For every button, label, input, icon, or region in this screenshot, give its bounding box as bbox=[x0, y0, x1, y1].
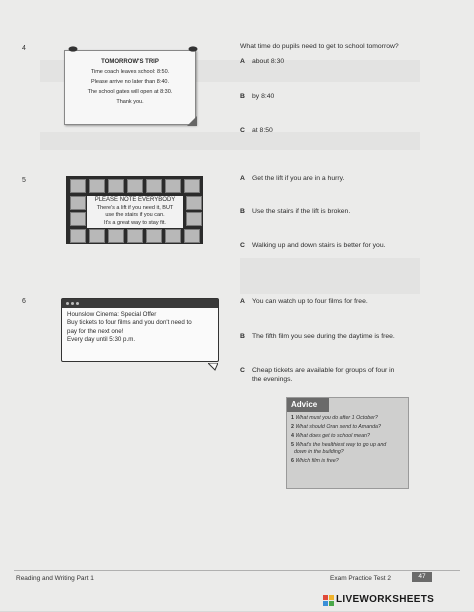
trip-notice-line: Thank you. bbox=[116, 99, 144, 105]
question-5-option-c[interactable]: C Walking up and down stairs is better for you. bbox=[240, 242, 386, 249]
page-curl-icon bbox=[187, 116, 197, 126]
sign-decoration-square bbox=[127, 179, 143, 193]
advice-item: 1 What must you do after 1 October? bbox=[291, 415, 378, 421]
option-c-line: the evenings. bbox=[252, 375, 293, 383]
stairs-sign-line: There's a lift if you need it, BUT bbox=[96, 204, 174, 211]
window-dot-icon bbox=[76, 302, 79, 305]
question-4-option-a[interactable]: A about 8:30 bbox=[240, 58, 285, 65]
sign-decoration-square bbox=[89, 179, 105, 193]
advice-item: 2 What should Oran send to Amanda? bbox=[291, 424, 381, 430]
footer-left: Reading and Writing Part 1 bbox=[16, 575, 94, 582]
show-through-block bbox=[240, 258, 420, 294]
question-5-number: 5 bbox=[22, 177, 26, 184]
window-dot-icon bbox=[66, 302, 69, 305]
question-4-option-c[interactable]: C at 8:50 bbox=[240, 127, 273, 134]
question-4-number: 4 bbox=[22, 45, 26, 52]
sign-decoration-square bbox=[165, 229, 181, 243]
sign-decoration-square bbox=[146, 229, 162, 243]
advice-item: 4 What does get to school mean? bbox=[291, 433, 370, 439]
trip-notice-line: Please arrive no later than 8:40. bbox=[91, 79, 169, 85]
trip-notice-title: TOMORROW'S TRIP bbox=[101, 59, 159, 65]
message-title-bar bbox=[62, 299, 218, 308]
liveworksheets-logo-icon bbox=[323, 594, 335, 606]
question-6-number: 6 bbox=[22, 298, 26, 305]
window-dot-icon bbox=[71, 302, 74, 305]
sign-decoration-square bbox=[184, 229, 200, 243]
stairs-sign-line: use the stairs if you can. bbox=[105, 212, 165, 218]
advice-item: 6 Which film is free? bbox=[291, 458, 339, 464]
advice-item: 5 What's the healthiest way to go up and down in the building? bbox=[291, 442, 387, 455]
sign-decoration-square bbox=[184, 179, 200, 193]
sign-decoration-square bbox=[70, 212, 86, 226]
sign-decoration-square bbox=[89, 229, 105, 243]
question-5-option-a[interactable]: A Get the lift if you are in a hurry. bbox=[240, 175, 345, 182]
advice-heading: Advice bbox=[287, 398, 329, 412]
advice-box bbox=[286, 397, 409, 489]
cinema-message-title: Hounslow Cinema: Special Offer bbox=[67, 311, 157, 318]
question-4-option-b[interactable]: B by 8:40 bbox=[240, 93, 275, 100]
sign-decoration-square bbox=[165, 179, 181, 193]
sign-decoration-square bbox=[186, 196, 202, 210]
pin-icon bbox=[188, 46, 198, 52]
footer-divider bbox=[14, 570, 460, 571]
question-6-option-b[interactable]: B The fifth film you see during the daytime is free. bbox=[240, 333, 395, 340]
trip-notice bbox=[64, 50, 196, 125]
liveworksheets-watermark: LIVEWORKSHEETS bbox=[336, 594, 435, 605]
question-6-option-c[interactable]: C Cheap tickets are available for groups of four in the evenings. bbox=[240, 367, 395, 383]
sign-decoration-square bbox=[70, 196, 86, 210]
cinema-message-line: pay for the next one! bbox=[67, 327, 124, 335]
cinema-message bbox=[61, 298, 219, 362]
cinema-message-line: Buy tickets to four films and you don't need to bbox=[67, 319, 192, 327]
sign-decoration-square bbox=[70, 179, 86, 193]
sign-decoration-square bbox=[70, 229, 86, 243]
stairs-sign-text bbox=[87, 196, 183, 228]
sign-decoration-square bbox=[108, 229, 124, 243]
page-number: 47 bbox=[412, 572, 432, 582]
option-c-line: Cheap tickets are available for groups of four in bbox=[252, 367, 395, 374]
trip-notice-line: The school gates will open at 8:30. bbox=[87, 89, 173, 95]
pin-icon bbox=[68, 46, 78, 52]
question-4-text: What time do pupils need to get to school tomorrow? bbox=[240, 43, 399, 50]
trip-notice-line: Time coach leaves school: 8:50. bbox=[90, 69, 170, 75]
sign-decoration-square bbox=[127, 229, 143, 243]
sign-decoration-square bbox=[146, 179, 162, 193]
question-5-option-b[interactable]: B Use the stairs if the lift is broken. bbox=[240, 208, 351, 215]
question-6-option-a[interactable]: A You can watch up to four films for free. bbox=[240, 298, 368, 305]
speech-tail-icon bbox=[208, 358, 218, 376]
stairs-sign-title: PLEASE NOTE EVERYBODY bbox=[94, 197, 176, 203]
cinema-message-line: Every day until 5:30 p.m. bbox=[67, 335, 136, 343]
stairs-sign-line: It's a great way to stay fit. bbox=[104, 219, 166, 226]
sign-decoration-square bbox=[108, 179, 124, 193]
footer-right: Exam Practice Test 2 bbox=[330, 575, 391, 582]
stairs-sign bbox=[66, 176, 203, 244]
sign-decoration-square bbox=[186, 212, 202, 226]
